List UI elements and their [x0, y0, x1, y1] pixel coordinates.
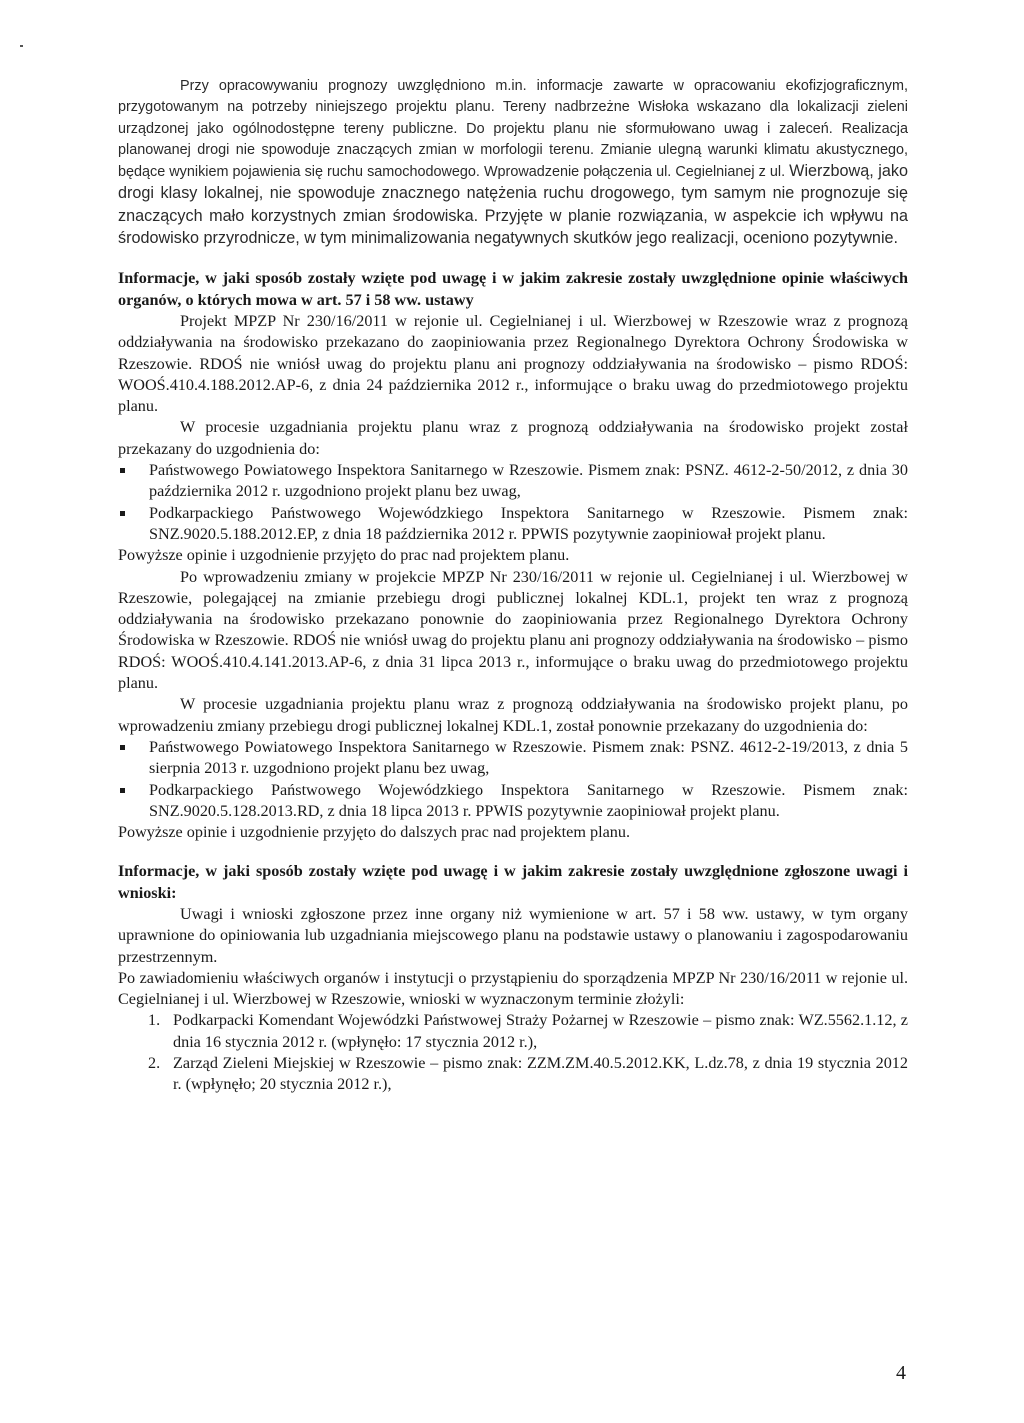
list-item — [118, 460, 908, 503]
document-page — [118, 76, 908, 1096]
section1-para6: Powyższe opinie i uzgodnienie przyjęto do dalszych prac nad projektem planu. — [118, 823, 630, 842]
list-item-text: Podkarpackiego Państwowego Wojewódzkiego Inspektora Sanitarnego w Rzeszowie. Pismem znak: SNZ.9020.5.128.2013.RD, z dnia 18 lipca 2013 r. PPWIS pozytywnie zaopiniował projekt planu. — [149, 780, 908, 820]
list-item-text: Zarząd Zieleni Miejskiej w Rzeszowie – pismo znak: ZZM.ZM.40.5.2012.KK, L.dz.78, z dnia 19 stycznia 2012 r. (wpłynęło; 20 stycznia 2012 r.), — [173, 1054, 908, 1094]
list-item-text: Państwowego Powiatowego Inspektora Sanitarnego w Rzeszowie. Pismem znak: PSNZ. 4612-2-50/2012, z dnia 30 października 2012 r. uzgodniono projekt planu bez uwag, — [149, 461, 908, 501]
section1-bullet-list-2 — [118, 737, 908, 822]
section1-para2: W procesie uzgadniania projektu planu wraz z prognozą oddziaływania na środowisko projekt został przekazany do uzgodnienia do: — [118, 418, 908, 458]
intro-tail-text: Wierzbową, jako drogi klasy lokalnej, nie spowoduje znacznego natężenia ruchu drogowego, tym samym nie prognozuje się znaczących mało korzystnych zmian środowiska. Przyjęte w planie rozwiązania, w aspekcie ich wpływu na środowisko przyrodnicze, w tym minimalizowania negatywnych skutków jego realizacji, oceniono pozytywnie. — [118, 162, 908, 248]
list-item-number: 2. — [148, 1054, 161, 1073]
bullet-icon — [120, 788, 125, 793]
section1-para1: Projekt MPZP Nr 230/16/2011 w rejonie ul. Cegielnianej i ul. Wierzbowej w Rzeszowie wraz z prognozą oddziaływania na środowisko przekazano do zaopiniowania przez Regionalnego Dyrektora Ochrony Środowiska w Rzeszowie. RDOŚ nie wniósł uwag do projektu planu ani prognozy oddziaływania na środowisko – pismo RDOŚ: WOOŚ.410.4.188.2012.AP-6, z dnia 24 października 2012 r., informujące o braku uwag do przedmiotowego projektu planu. — [118, 311, 908, 416]
section2-para1: Uwagi i wnioski zgłoszone przez inne organy niż wymienione w art. 57 i 58 ww. ustawy, w tym organy uprawnione do opiniowania lub uzgadniania miejscowego planu na podstawie ustawy o planowaniu i zagospodarowaniu przestrzennym. — [118, 904, 908, 966]
intro-paragraph — [118, 76, 908, 250]
section1-heading: Informacje, w jaki sposób zostały wzięte pod uwagę i w jakim zakresie zostały uwzględnione opinie właściwych organów, o których mowa w art. 57 i 58 ww. ustawy — [118, 269, 908, 309]
bullet-icon — [120, 745, 125, 750]
scan-speck — [20, 45, 23, 47]
bullet-icon — [120, 511, 125, 516]
section1-bullet-list-1 — [118, 460, 908, 545]
list-item — [118, 737, 908, 780]
intro-text: Przy opracowywaniu prognozy uwzględniono m.in. informacje zawarte w opracowaniu ekofizjograficznym, przygotowanym na potrzeby niniejszego projektu planu. Tereny nadbrzeżne Wisłoka wskazano dla lokalizacji zieleni urządzonej jako ogólnodostępne tereny publiczne. Do projektu planu nie sformułowano uwag i zaleceń. Realizacja planowanej drogi nie spowoduje znaczących zmian w morfologii terenu. Zmianie ulegną warunki klimatu akustycznego, będące wynikiem pojawienia się ruchu samochodowego. Wprowadzenie połączenia ul. Cegielnianej z ul. — [118, 78, 908, 181]
page-number: 4 — [896, 1362, 906, 1384]
section2-para2: Po zawiadomieniu właściwych organów i instytucji o przystąpieniu do sporządzenia MPZP Nr 230/16/2011 w rejonie ul. Cegielnianej i ul. Wierzbowej w Rzeszowie, wnioski w wyznaczonym terminie złożyli: — [118, 968, 908, 1009]
list-item — [118, 1053, 908, 1096]
section1-para3: Powyższe opinie i uzgodnienie przyjęto do prac nad projektem planu. — [118, 546, 570, 565]
section1-para5: W procesie uzgadniania projektu planu wraz z prognozą oddziaływania na środowisko projekt planu, po wprowadzeniu zmiany przebiegu drogi publicznej lokalnej KDL.1, został ponownie przekazany do uzgodnienia do: — [118, 695, 908, 735]
section1-para4: Po wprowadzeniu zmiany w projekcie MPZP Nr 230/16/2011 w rejonie ul. Cegielnianej i ul. Wierzbowej w Rzeszowie, polegającej na zmianie przebiegu drogi publicznej lokalnej KDL.1, projekt ten wraz z prognozą oddziaływania na środowisko przekazano ponownie do zaopiniowania przez Regionalnego Dyrektora Ochrony Środowiska w Rzeszowie. RDOŚ nie wniósł uwag do projektu planu ani prognozy oddziaływania na środowisko – pismo RDOŚ: WOOŚ.410.4.141.2013.AP-6, z dnia 31 lipca 2013 r., informujące o braku uwag do przedmiotowego projektu planu. — [118, 567, 908, 693]
bullet-icon — [120, 468, 125, 473]
list-item — [118, 780, 908, 823]
list-item-text: Podkarpacki Komendant Wojewódzki Państwowej Straży Pożarnej w Rzeszowie – pismo znak: WZ.5562.1.12, z dnia 16 stycznia 2012 r. (wpłynęło: 17 stycznia 2012 r.), — [173, 1011, 908, 1051]
list-item-number: 1. — [148, 1011, 161, 1030]
list-item — [118, 1010, 908, 1053]
list-item-text: Państwowego Powiatowego Inspektora Sanitarnego w Rzeszowie. Pismem znak: PSNZ. 4612-2-19/2013, z dnia 5 sierpnia 2013 r. uzgodniono projekt planu bez uwag, — [149, 737, 908, 778]
list-item — [118, 503, 908, 546]
list-item-text: Podkarpackiego Państwowego Wojewódzkiego Inspektora Sanitarnego w Rzeszowie. Pismem znak: SNZ.9020.5.188.2012.EP, z dnia 18 października 2012 r. PPWIS pozytywnie zaopiniował projekt planu. — [149, 503, 908, 543]
section2-heading: Informacje, w jaki sposób zostały wzięte pod uwagę i w jakim zakresie zostały uwzględnione zgłoszone uwagi i wnioski: — [118, 862, 908, 902]
section2-numbered-list — [118, 1010, 908, 1095]
